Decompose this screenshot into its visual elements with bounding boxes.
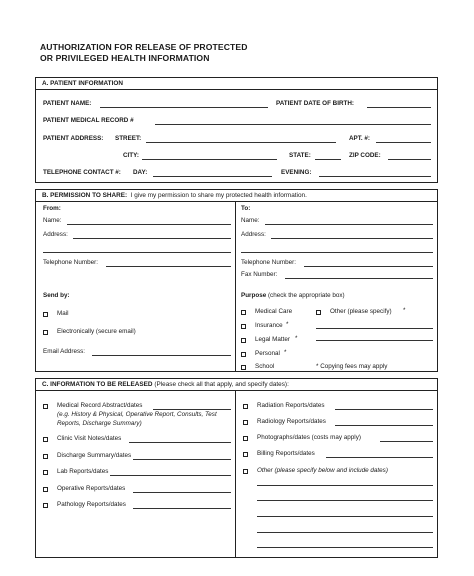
zip-field[interactable] (388, 159, 431, 160)
email-address-label: Email Address: (43, 348, 85, 355)
lab-checkbox[interactable] (43, 470, 48, 475)
to-address-field-2[interactable] (241, 252, 433, 253)
from-name-label: Name: (43, 217, 62, 224)
clinic-visit-checkbox[interactable] (43, 437, 48, 442)
insurance-label: Insurance (255, 322, 283, 329)
other-specify-field-2[interactable] (316, 340, 433, 341)
form-title-line2: OR PRIVILEGED HEALTH INFORMATION (40, 53, 210, 63)
section-patient-information (35, 77, 438, 183)
from-address-field-2[interactable] (43, 252, 231, 253)
fax-number-field[interactable] (285, 278, 433, 279)
form-title-line1: AUTHORIZATION FOR RELEASE OF PROTECTED (40, 42, 248, 52)
from-name-field[interactable] (67, 224, 231, 225)
section-c-header (36, 379, 437, 391)
from-telephone-field[interactable] (106, 266, 231, 267)
section-information-to-be-released (35, 378, 438, 558)
school-checkbox[interactable] (241, 365, 246, 370)
apt-label: APT. #: (349, 135, 370, 142)
city-label: CITY: (123, 152, 139, 159)
state-label: STATE: (289, 152, 311, 159)
other-field-5[interactable] (257, 547, 433, 548)
electronically-label: Electronically (secure email) (57, 328, 136, 335)
photographs-checkbox[interactable] (243, 436, 248, 441)
radiology-label: Radiology Reports/dates (257, 418, 326, 425)
medical-care-checkbox[interactable] (241, 310, 246, 315)
billing-dates-field[interactable] (326, 457, 433, 458)
purpose-title: Purpose (241, 292, 267, 299)
section-c-header-title: C. INFORMATION TO BE RELEASED (42, 381, 153, 388)
copying-fees-note: * Copying fees may apply (316, 363, 388, 370)
personal-label: Personal (255, 350, 280, 357)
to-name-field[interactable] (265, 224, 433, 225)
lab-dates-field[interactable] (110, 475, 231, 476)
to-name-label: Name: (241, 217, 260, 224)
other-field-4[interactable] (257, 532, 433, 533)
city-field[interactable] (142, 159, 277, 160)
to-label: To: (241, 205, 251, 212)
apt-field[interactable] (376, 142, 431, 143)
operative-dates-field[interactable] (133, 492, 231, 493)
medical-record-dates-field[interactable] (153, 409, 231, 410)
fax-number-label: Fax Number: (241, 271, 278, 278)
clinic-visit-dates-field[interactable] (129, 442, 231, 443)
purpose-label (241, 292, 345, 300)
section-permission-to-share (35, 189, 438, 372)
evening-label: EVENING: (281, 169, 312, 176)
to-telephone-label: Telephone Number: (241, 259, 296, 266)
zip-label: ZIP CODE: (349, 152, 381, 159)
billing-checkbox[interactable] (243, 452, 248, 457)
operative-checkbox[interactable] (43, 487, 48, 492)
discharge-dates-field[interactable] (133, 459, 231, 460)
section-b-divider (235, 202, 236, 372)
patient-address-label: PATIENT ADDRESS: (43, 135, 104, 142)
dob-label: PATIENT DATE OF BIRTH: (276, 100, 355, 107)
to-telephone-field[interactable] (304, 266, 433, 267)
other-field-2[interactable] (257, 500, 433, 501)
from-address-field-1[interactable] (73, 238, 231, 239)
mail-label: Mail (57, 310, 69, 317)
purpose-instruction: (check the appropriate box) (267, 292, 345, 299)
pathology-dates-field[interactable] (133, 508, 231, 509)
patient-name-field[interactable] (100, 107, 268, 108)
other-field-1[interactable] (257, 485, 433, 486)
lab-label: Lab Reports/dates (57, 468, 109, 475)
other-specify-label: Other (please specify) (330, 308, 392, 315)
section-b-header (36, 190, 437, 202)
billing-label: Billing Reports/dates (257, 450, 315, 457)
legal-matter-checkbox[interactable] (241, 338, 246, 343)
discharge-label: Discharge Summary/dates (57, 452, 132, 459)
radiation-label: Radiation Reports/dates (257, 402, 325, 409)
insurance-star: * (286, 321, 289, 328)
medical-record-checkbox[interactable] (43, 404, 48, 409)
section-a-header: A. PATIENT INFORMATION (36, 78, 437, 90)
section-b-header-text: I give my permission to share my protected health information. (130, 192, 307, 199)
medical-record-note-1: (e.g. History & Physical, Operative Report, Consults, Test (57, 411, 217, 418)
personal-star: * (284, 349, 287, 356)
medical-record-label: Medical Record Abstract/dates (57, 402, 143, 409)
email-address-field[interactable] (92, 355, 231, 356)
send-by-label: Send by: (43, 292, 70, 299)
telephone-label: TELEPHONE CONTACT #: (43, 169, 121, 176)
to-address-label: Address: (241, 231, 266, 238)
section-b-header-title: B. PERMISSION TO SHARE: (42, 192, 128, 199)
photographs-label: Photographs/dates (costs may apply) (257, 434, 361, 441)
dob-field[interactable] (367, 107, 431, 108)
medical-record-label: PATIENT MEDICAL RECORD # (43, 117, 134, 124)
patient-name-label: PATIENT NAME: (43, 100, 92, 107)
state-field[interactable] (315, 159, 341, 160)
radiation-checkbox[interactable] (243, 404, 248, 409)
from-label: From: (43, 205, 61, 212)
school-label: School (255, 363, 275, 370)
radiology-checkbox[interactable] (243, 420, 248, 425)
clinic-visit-label: Clinic Visit Notes/dates (57, 435, 122, 442)
radiology-dates-field[interactable] (335, 425, 433, 426)
from-telephone-label: Telephone Number: (43, 259, 98, 266)
pathology-label: Pathology Reports/dates (57, 501, 126, 508)
radiation-dates-field[interactable] (335, 409, 433, 410)
legal-matter-star: * (295, 335, 298, 342)
day-phone-field[interactable] (153, 176, 272, 177)
other-checkbox[interactable] (243, 469, 248, 474)
medical-record-note-2: Reports, Discharge Summary) (57, 420, 142, 427)
photographs-dates-field[interactable] (380, 441, 433, 442)
mail-checkbox[interactable] (43, 312, 48, 317)
pathology-checkbox[interactable] (43, 503, 48, 508)
day-label: DAY: (133, 169, 148, 176)
other-specify-field-1[interactable] (316, 328, 433, 329)
medical-care-label: Medical Care (255, 308, 293, 315)
medical-record-field[interactable] (155, 124, 431, 125)
discharge-checkbox[interactable] (43, 454, 48, 459)
legal-matter-label: Legal Matter (255, 336, 291, 343)
street-label: STREET: (115, 135, 142, 142)
electronically-checkbox[interactable] (43, 330, 48, 335)
street-field[interactable] (146, 142, 336, 143)
to-address-field-1[interactable] (271, 238, 433, 239)
from-address-label: Address: (43, 231, 68, 238)
other-specify-checkbox[interactable] (316, 310, 321, 315)
operative-label: Operative Reports/dates (57, 485, 126, 492)
other-label: Other (please specify below and include dates) (257, 467, 388, 474)
section-c-divider (235, 391, 236, 558)
evening-phone-field[interactable] (319, 176, 431, 177)
other-specify-star: * (403, 307, 406, 314)
personal-checkbox[interactable] (241, 352, 246, 357)
insurance-checkbox[interactable] (241, 324, 246, 329)
section-c-header-text: (Please check all that apply, and specify dates): (154, 381, 289, 388)
other-field-3[interactable] (257, 516, 433, 517)
